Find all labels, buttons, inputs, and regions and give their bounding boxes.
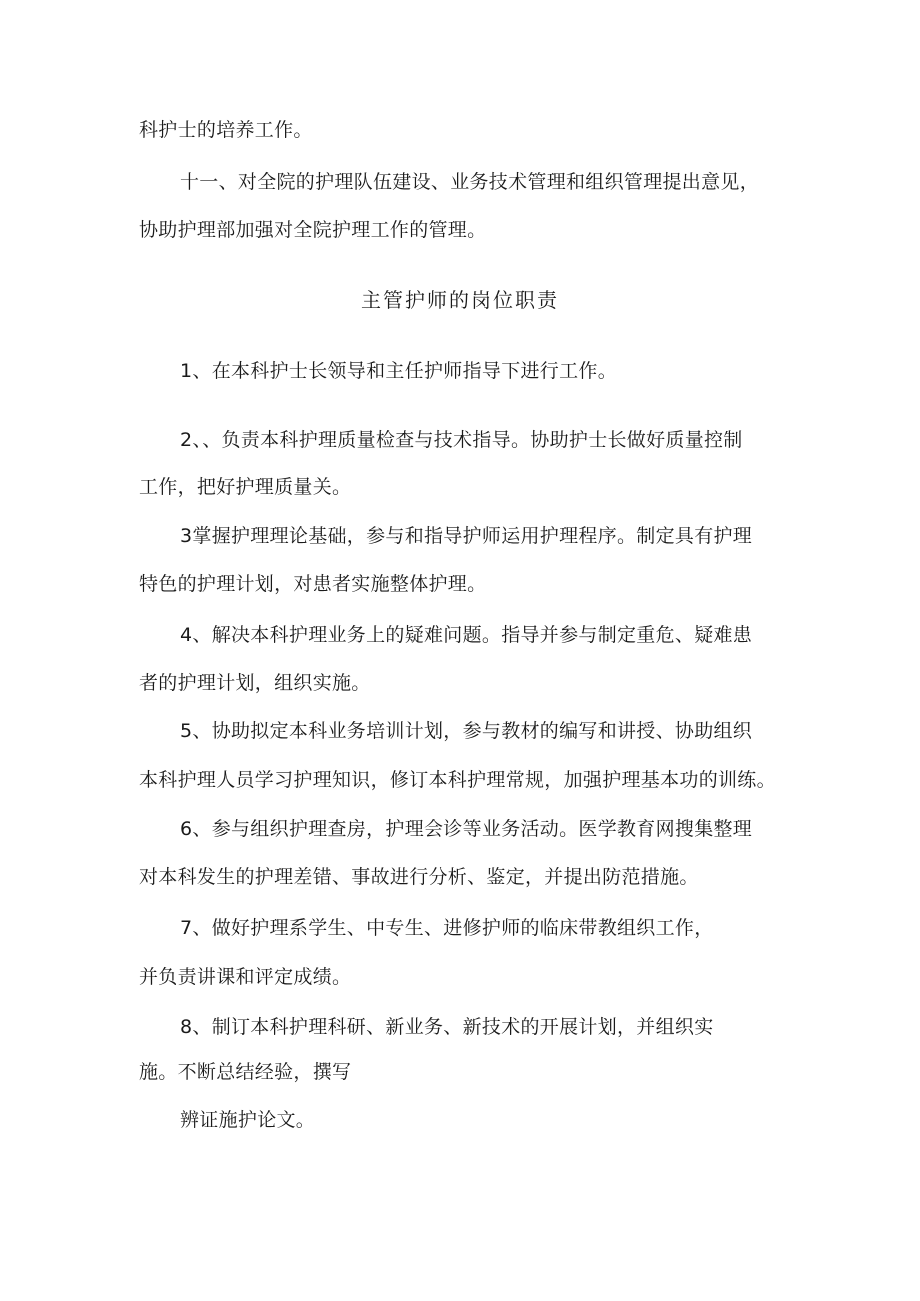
section-title: 主管护师的岗位职责 [361,288,559,312]
list-item-continuation: 并负责讲课和评定成绩。 [139,966,352,988]
list-item: 2、、负责本科护理质量检查与技术指导。协助护士长做好质量控制 [180,429,743,451]
list-item-continuation: 本科护理人员学习护理知识，修订本科护理常规，加强护理基本功的训练。 [139,769,776,791]
list-item: 4、解决本科护理业务上的疑难问题。指导并参与制定重危、疑难患 [180,624,753,646]
list-item-continuation: 特色的护理计划，对患者实施整体护理。 [139,573,487,595]
list-item-continuation: 工作，把好护理质量关。 [139,476,352,498]
list-item-continuation: 施。不断总结经验，撰写 [139,1061,352,1083]
list-item: 7、做好护理系学生、中专生、进修护师的临床带教组织工作， [180,917,714,939]
list-item-continuation: 辨证施护论文。 [180,1109,316,1131]
list-item: 8、制订本科护理科研、新业务、新技术的开展计划，并组织实 [180,1016,714,1038]
list-item: 5、协助拟定本科业务培训计划，参与教材的编写和讲授、协助组织 [180,720,753,742]
list-item: 6、参与组织护理查房，护理会诊等业务活动。医学教育网搜集整理 [180,818,753,840]
paragraph-line: 十一、对全院的护理队伍建设、业务技术管理和组织管理提出意见， [180,171,760,193]
list-item-continuation: 者的护理计划，组织实施。 [139,672,371,694]
list-item: 3掌握护理理论基础，参与和指导护师运用护理程序。制定具有护理 [180,525,753,547]
paragraph-line: 科护士的培养工作。 [139,119,313,141]
list-item: 1、在本科护士长领导和主任护师指导下进行工作。 [180,360,617,382]
list-item-continuation: 对本科发生的护理差错、事故进行分析、鉴定，并提出防范措施。 [139,866,699,888]
paragraph-line: 协助护理部加强对全院护理工作的管理。 [139,219,487,241]
